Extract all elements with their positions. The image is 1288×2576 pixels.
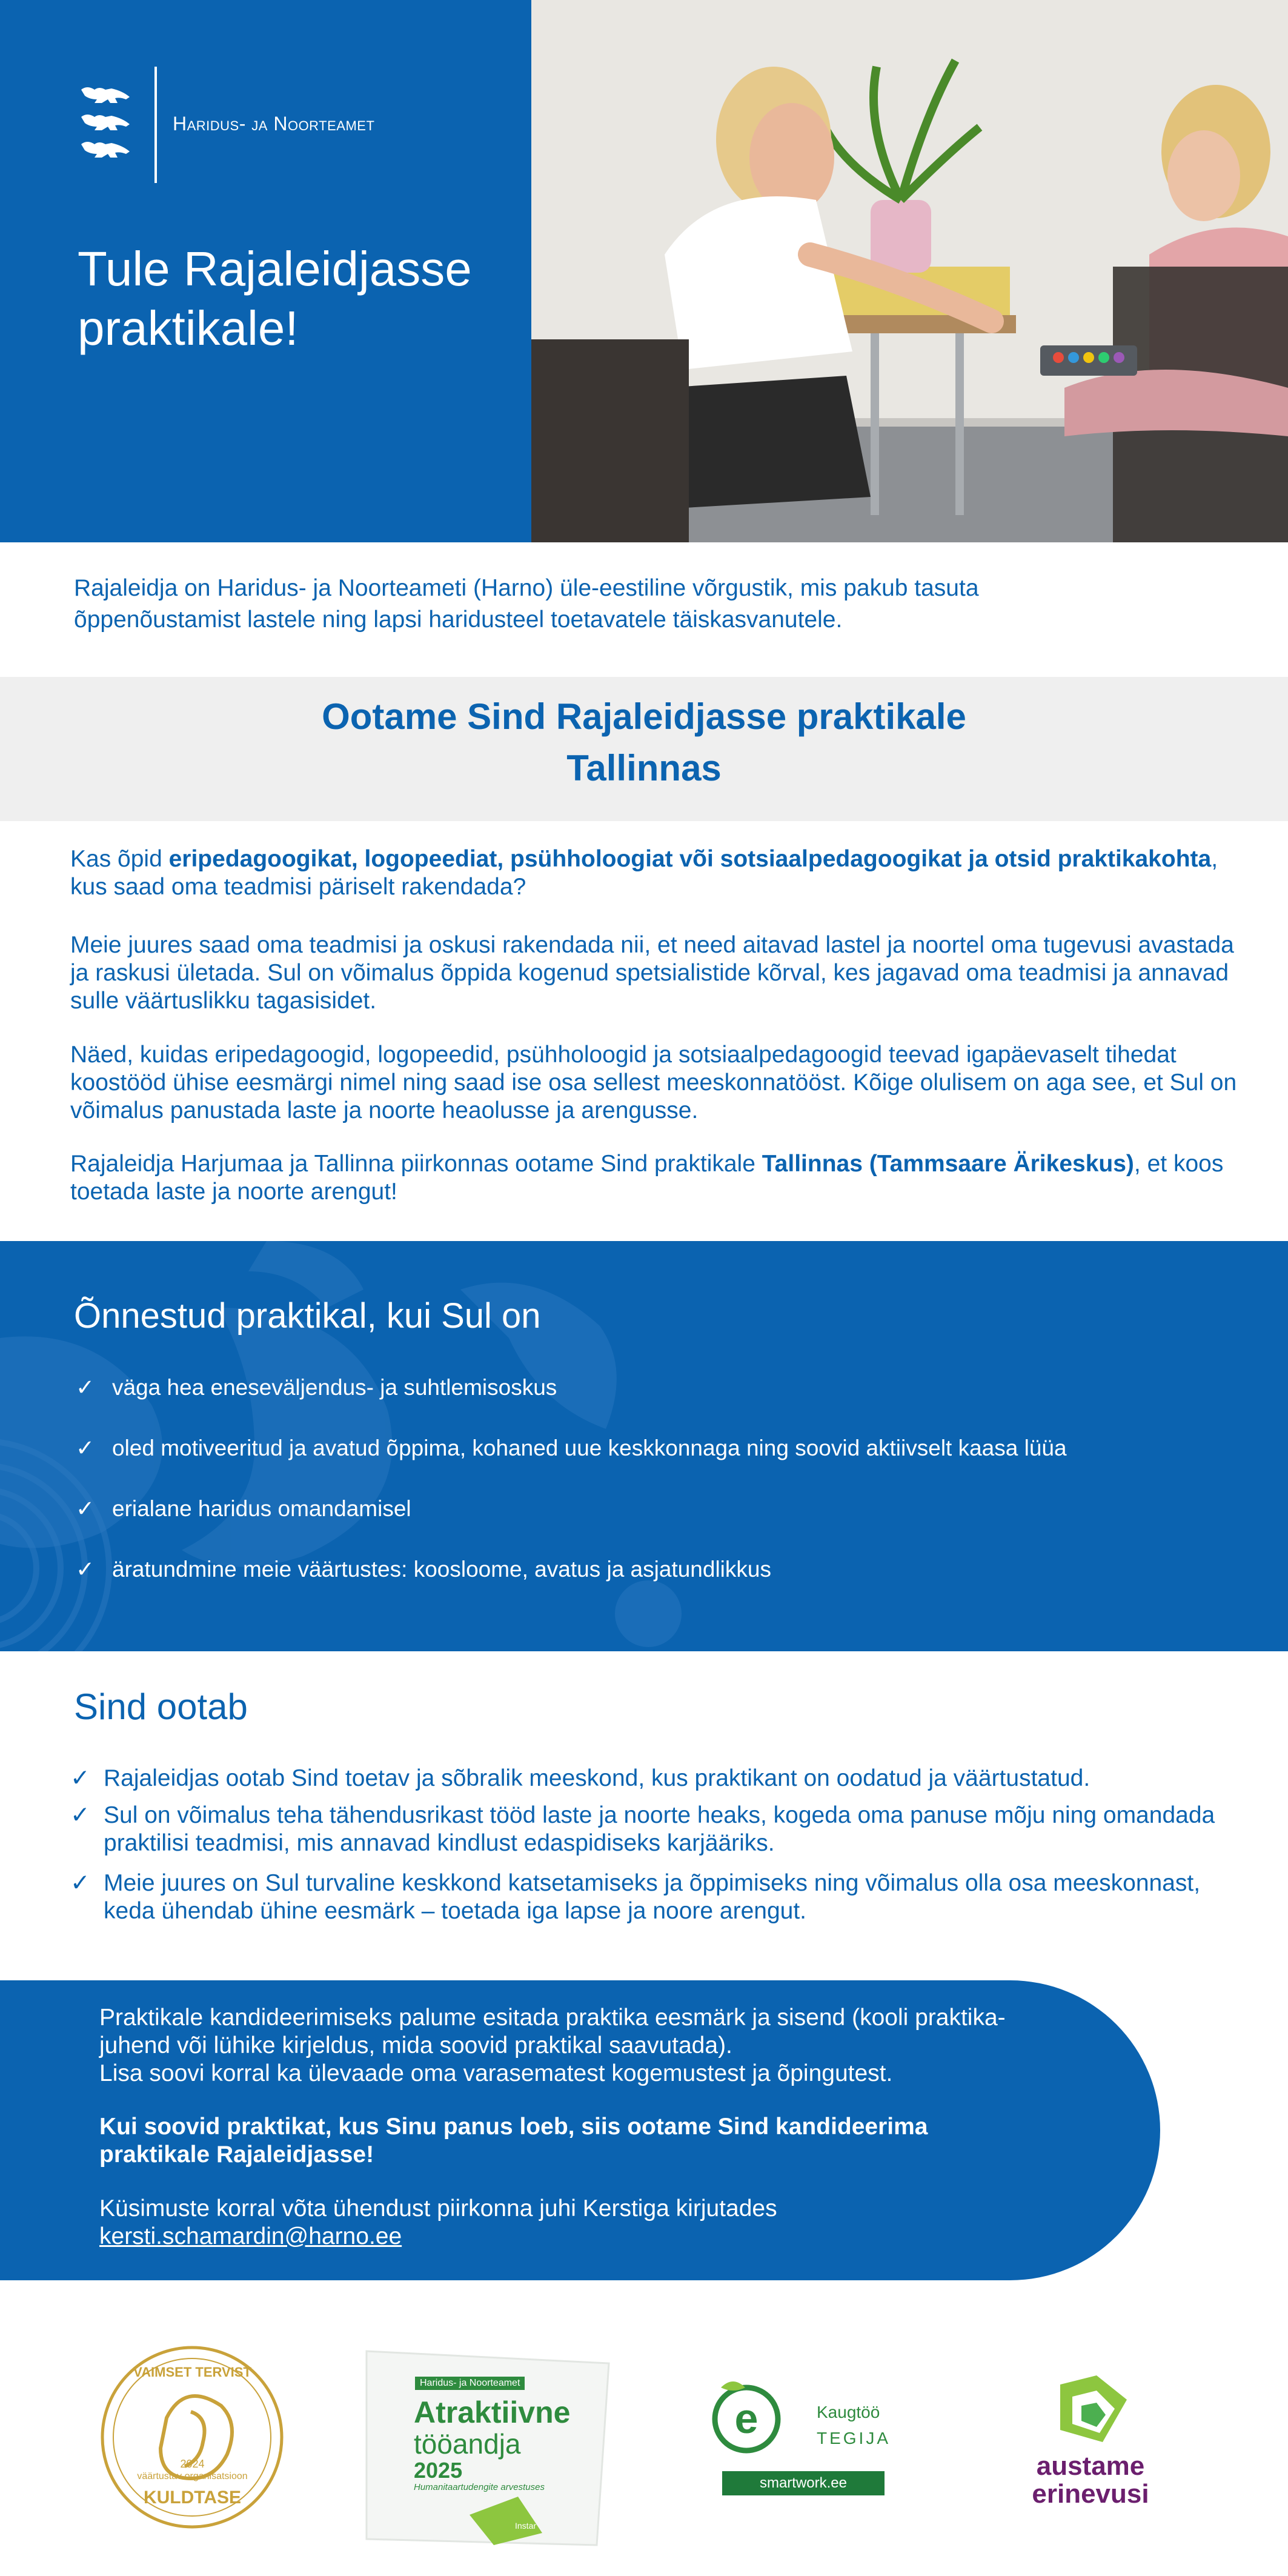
body-paragraph-2: Meie juures saad oma teadmisi ja oskusi rakendada nii, et need aitavad lastel ja noortel oma tugevusi avastada ja raskusi ületada. Sul on võimalus õppida kogenud spetsialistide kõrval, kes jagavad oma teadmisi ja annavad sulle väärtuslikku tagasisidet. — [70, 932, 1234, 1014]
svg-text:e: e — [734, 2395, 759, 2442]
body-paragraph-4 — [70, 1150, 1240, 1206]
p1-start: Kas õpid — [70, 846, 169, 872]
apply-call-line-2: praktikale Rajaleidjasse! — [99, 2142, 374, 2168]
success-item-text: erialane haridus omandamisel — [112, 1496, 411, 1521]
body-paragraph-3: Näed, kuidas eripedagoogid, logopeedid, psühholoogid ja sotsiaalpedagoogid teevad igapäevaselt tihedat koostööd ühise eesmärgi nimel ning saad ise osa sellest meeskonnatööst. Kõige olulisem on aga see, et Sul on võimalus panustada laste ja noorte heaolusse ja arengusse. — [70, 1042, 1237, 1123]
vaimset-tervist-badge — [100, 2345, 285, 2530]
contact-text: Küsimuste korral võta ühendust piirkonna juhi Kerstiga kirjutades — [99, 2195, 777, 2222]
invite-title — [0, 691, 1288, 794]
page-title: Tule Rajaleidjasse praktikale! — [78, 242, 472, 355]
offer-item-text: Meie juures on Sul turvaline keskkond katsetamiseks ja õppimiseks ning võimalus olla osa meeskonnast, keda ühendab ühine eesmärk – toetada iga lapse ja noore arengut. — [104, 1870, 1201, 1924]
badge2-line2: tööandja — [414, 2428, 521, 2460]
p4-end: , et koos toetada laste ja noorte arengut! — [70, 1151, 1224, 1205]
apply-line-2: juhend või lühike kirjeldus, mida soovid praktikal saavutada). — [99, 2032, 732, 2058]
body-paragraph-1 — [70, 845, 1240, 901]
checkmark-icon: ✓ — [76, 1496, 95, 1521]
contact-info — [99, 2195, 1099, 2251]
p4-start: Rajaleidja Harjumaa ja Tallinna piirkonnas ootame Sind praktikale — [70, 1151, 762, 1177]
p4-bold: Tallinnas (Tammsaare Ärikeskus) — [762, 1151, 1134, 1177]
offer-item-text: Rajaleidjas ootab Sind toetav ja sõbralik meeskond, kus praktikant on oodatud ja väärtustatud. — [104, 1765, 1090, 1791]
invite-title-line2: Tallinnas — [566, 748, 722, 788]
checkmark-icon: ✓ — [70, 1765, 90, 1791]
badge1-bottom: KULDTASE — [143, 2488, 242, 2508]
badge1-top: VAIMSET TERVIST — [133, 2365, 251, 2380]
apply-line-1: Praktikale kandideerimiseks palume esitada praktika eesmärk ja sisend (kooli praktika- — [99, 2005, 1006, 2031]
contact-email-link[interactable]: kersti.schamardin@harno.ee — [99, 2223, 402, 2249]
smartwork-e-logo-icon — [709, 2375, 782, 2454]
org-name: Haridus- ja Noorteamet — [173, 113, 375, 135]
success-heading: Õnnestud praktikal, kui Sul on — [74, 1296, 541, 1336]
badge3-url: smartwork.ee — [722, 2471, 885, 2495]
checkmark-icon: ✓ — [70, 1802, 90, 1828]
offer-heading: Sind ootab — [74, 1686, 248, 1727]
kaugtoo-tegija-badge — [709, 2375, 891, 2497]
logo-divider — [154, 67, 157, 183]
harno-lions-logo-icon — [76, 84, 137, 165]
checkmark-icon: ✓ — [70, 1870, 90, 1896]
success-item-text: väga hea eneseväljendus- ja suhtlemisoskus — [112, 1375, 557, 1400]
hero-photo — [531, 0, 1288, 542]
success-item-text: oled motiveeritud ja avatud õppima, kohaned uue keskkonnaga ning soovid aktiivselt kaasa lüüa — [112, 1436, 1067, 1460]
atraktiivne-toeoandja-badge — [360, 2345, 627, 2551]
p1-end: , kus saad oma teadmisi päriselt rakendada? — [70, 846, 1218, 900]
success-item — [76, 1435, 1067, 1461]
checkmark-icon: ✓ — [76, 1436, 95, 1460]
offer-item — [70, 1802, 1252, 1857]
badge2-tag: Haridus- ja Noorteamet — [415, 2377, 525, 2390]
apply-instructions — [99, 2004, 1099, 2088]
apply-call — [99, 2113, 1099, 2169]
photo-illustration — [531, 0, 1288, 542]
invite-title-line1: Ootame Sind Rajaleidjasse praktikale — [322, 696, 966, 737]
badge3-title: Kaugtöö — [817, 2403, 880, 2421]
diversity-cube-logo-icon — [1048, 2372, 1133, 2451]
offer-item — [70, 1765, 1252, 1792]
offer-item — [70, 1869, 1252, 1925]
success-item — [76, 1556, 771, 1582]
hero — [0, 0, 1288, 542]
success-item — [76, 1374, 557, 1400]
austame-erinevusi-badge — [1018, 2372, 1163, 2518]
badge3-sub: TEGIJA — [817, 2429, 891, 2448]
success-item — [76, 1496, 411, 1522]
badge4-line2: erinevusi — [1032, 2479, 1149, 2509]
checkmark-icon: ✓ — [76, 1557, 95, 1582]
badge2-sub: Humanitaartudengite arvestuses — [414, 2482, 545, 2492]
badge4-line1: austame — [1036, 2451, 1145, 2481]
badge2-line1: Atraktiivne — [414, 2395, 571, 2429]
apply-line-3: Lisa soovi korral ka ülevaade oma varasematest kogemustest ja õpingutest. — [99, 2060, 893, 2086]
badge1-mid: väärtustav organisatsioon — [137, 2471, 248, 2481]
intro-text: Rajaleidja on Haridus- ja Noorteameti (Harno) üle-eestiline võrgustik, mis pakub tasuta õppenõustamist lastele ning lapsi haridusteel toetavatele täiskasvanutele. — [74, 575, 979, 633]
badge1-year: 2024 — [180, 2458, 205, 2470]
badge2-line3: 2025 — [414, 2458, 463, 2483]
offer-item-text: Sul on võimalus teha tähendusrikast tööd laste ja noorte heaks, kogeda oma panuse mõju ning omandada praktilisi teadmisi, mis annavad kindlust edaspidiseks karjääriks. — [104, 1802, 1215, 1856]
checkmark-icon: ✓ — [76, 1375, 95, 1400]
apply-call-line-1: Kui soovid praktikat, kus Sinu panus loeb, siis ootame Sind kandideerima — [99, 2114, 928, 2140]
success-item-text: äratundmine meie väärtustes: koosloome, avatus ja asjatundlikkus — [112, 1557, 771, 1582]
badge2-brand: Instar — [515, 2521, 537, 2531]
p1-bold: eripedagoogikat, logopeediat, psühholoogiat või sotsiaalpedagoogikat ja otsid praktikakohta — [168, 846, 1212, 872]
